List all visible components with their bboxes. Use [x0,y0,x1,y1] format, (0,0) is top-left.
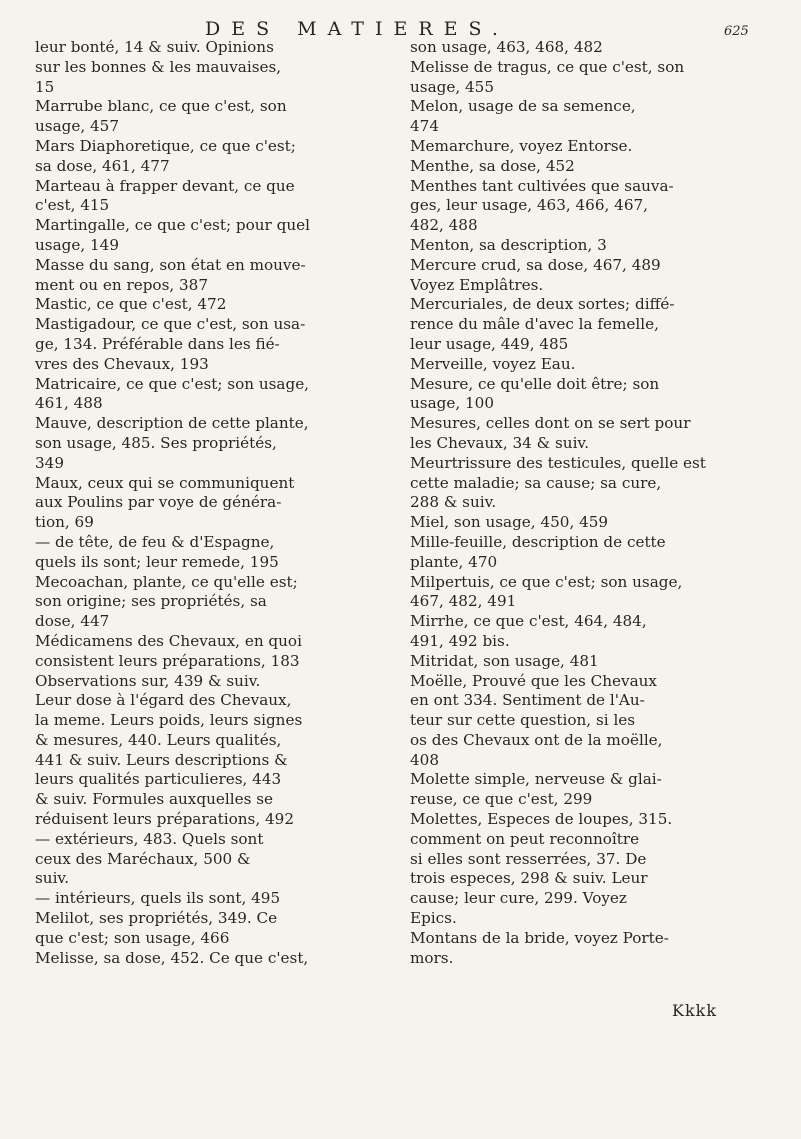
index-line: mors. [410,948,454,967]
index-line: 349 [35,453,64,472]
index-line: Mesure, ce qu'elle doit être; son [410,374,660,393]
index-line: Meurtrissure des testicules, quelle est [410,453,706,472]
index-line: plante, 470 [410,552,498,571]
index-line: rence du mâle d'avec la femelle, [410,315,659,334]
page-number: 625 [724,24,749,39]
index-line: Montans de la bride, voyez Porte- [410,928,669,947]
signature-mark: Kkkk [672,1001,718,1020]
index-line: leur bonté, 14 & suiv. Opinions [35,38,274,56]
index-line: — de tête, de feu & d'Espagne, [35,532,275,551]
index-line: Observations sur, 439 & suiv. [35,671,261,690]
index-line: Mercuriales, de deux sortes; diffé- [410,295,675,314]
index-line: Merveille, voyez Eau. [410,354,576,373]
index-line: son usage, 485. Ses propriétés, [35,433,277,452]
index-line: Molette simple, nerveuse & glai- [410,770,662,789]
index-line: suiv. [35,869,70,888]
index-line: Memarchure, voyez Entorse. [410,136,633,155]
index-line: Molettes, Especes de loupes, 315. [410,810,673,829]
index-line: Menthes tant cultivées que sauva- [410,176,674,195]
index-line: usage, 455 [410,77,494,96]
index-line: Mitridat, son usage, 481 [410,651,599,670]
index-line: si elles sont resserrées, 37. De [410,849,647,868]
index-line: teur sur cette question, si les [410,711,636,730]
index-line: os des Chevaux ont de la moëlle, [410,730,663,749]
index-line: — extérieurs, 483. Quels sont [35,829,264,848]
index-line: usage, 149 [35,235,119,254]
index-line: Médicamens des Chevaux, en quoi [35,631,302,650]
index-line: en ont 334. Sentiment de l'Au- [410,691,645,710]
index-line: cause; leur cure, 299. Voyez [410,889,627,908]
index-line: comment on peut reconnoître [410,829,640,848]
index-line: Melilot, ses propriétés, 349. Ce [35,909,278,928]
index-line: Epics. [410,909,457,928]
index-line: leurs qualités particulieres, 443 [35,770,282,789]
index-line: ceux des Maréchaux, 500 & [35,849,251,868]
index-line: Marteau à frapper devant, ce que [35,176,295,195]
index-line: 288 & suiv. [410,493,497,512]
index-line: réduisent leurs préparations, 492 [35,810,294,829]
index-line: Marrube blanc, ce que c'est, son [35,97,287,116]
index-line: 461, 488 [35,394,103,413]
index-line: vres des Chevaux, 193 [35,354,209,373]
index-line: Melisse de tragus, ce que c'est, son [410,57,685,76]
index-line: Mastigadour, ce que c'est, son usa- [35,315,306,334]
index-line: ges, leur usage, 463, 466, 467, [410,196,648,215]
index-line: leur usage, 449, 485 [410,334,569,353]
index-line: 408 [410,750,439,769]
index-line: & suiv. Formules auxquelles se [35,790,273,809]
index-line: les Chevaux, 34 & suiv. [410,433,590,452]
index-line: reuse, ce que c'est, 299 [410,790,593,809]
index-line: 474 [410,117,439,136]
index-line: Mirrhe, ce que c'est, 464, 484, [410,612,647,631]
index-line: aux Poulins par voye de généra- [35,493,282,512]
index-column-left [35,38,387,968]
index-line: Menton, sa description, 3 [410,235,607,254]
index-line: 15 [35,77,55,96]
index-line: & mesures, 440. Leurs qualités, [35,730,282,749]
index-line: Mastic, ce que c'est, 472 [35,295,227,314]
index-line: Maux, ceux qui se communiquent [35,473,295,492]
index-line: Mille-feuille, description de cette [410,532,666,551]
index-line: son origine; ses propriétés, sa [35,592,267,611]
index-line: dose, 447 [35,612,110,631]
index-line: ge, 134. Préférable dans les fié- [35,334,280,353]
index-line: Moëlle, Prouvé que les Chevaux [410,671,657,690]
index-line: Menthe, sa dose, 452 [410,156,575,175]
index-line: — intérieurs, quels ils sont, 495 [35,889,281,908]
index-line: Melisse, sa dose, 452. Ce que c'est, [35,948,309,967]
index-line: usage, 457 [35,117,119,136]
index-line: Mesures, celles dont on se sert pour [410,414,691,433]
index-line: que c'est; son usage, 466 [35,928,230,947]
index-line: son usage, 463, 468, 482 [410,38,603,56]
index-line: Miel, son usage, 450, 459 [410,513,609,532]
index-line: Mecoachan, plante, ce qu'elle est; [35,572,298,591]
index-line: Voyez Emplâtres. [410,275,544,294]
index-line: Leur dose à l'égard des Chevaux, [35,691,292,710]
index-line: tion, 69 [35,513,94,532]
index-line: c'est, 415 [35,196,110,215]
index-line: 482, 488 [410,216,478,235]
index-line: ment ou en repos, 387 [35,275,209,294]
index-line: cette maladie; sa cause; sa cure, [410,473,662,492]
index-line: la meme. Leurs poids, leurs signes [35,711,303,730]
index-column-right [410,38,765,968]
index-line: trois especes, 298 & suiv. Leur [410,869,648,888]
index-line: Martingalle, ce que c'est; pour quel [35,216,310,235]
index-line: sa dose, 461, 477 [35,156,170,175]
index-line: Mauve, description de cette plante, [35,414,309,433]
index-line: sur les bonnes & les mauvaises, [35,57,282,76]
index-line: usage, 100 [410,394,494,413]
index-line: quels ils sont; leur remede, 195 [35,552,279,571]
index-line: Milpertuis, ce que c'est; son usage, [410,572,683,591]
index-line: Masse du sang, son état en mouve- [35,255,306,274]
index-line: Melon, usage de sa semence, [410,97,636,116]
index-line: 491, 492 bis. [410,631,510,650]
index-line: Mars Diaphoretique, ce que c'est; [35,136,296,155]
index-line: consistent leurs préparations, 183 [35,651,300,670]
running-title: DES MATIERES. [205,18,509,40]
index-line: 441 & suiv. Leurs descriptions & [35,750,288,769]
index-line: Mercure crud, sa dose, 467, 489 [410,255,661,274]
index-line: Matricaire, ce que c'est; son usage, [35,374,310,393]
index-line: 467, 482, 491 [410,592,517,611]
